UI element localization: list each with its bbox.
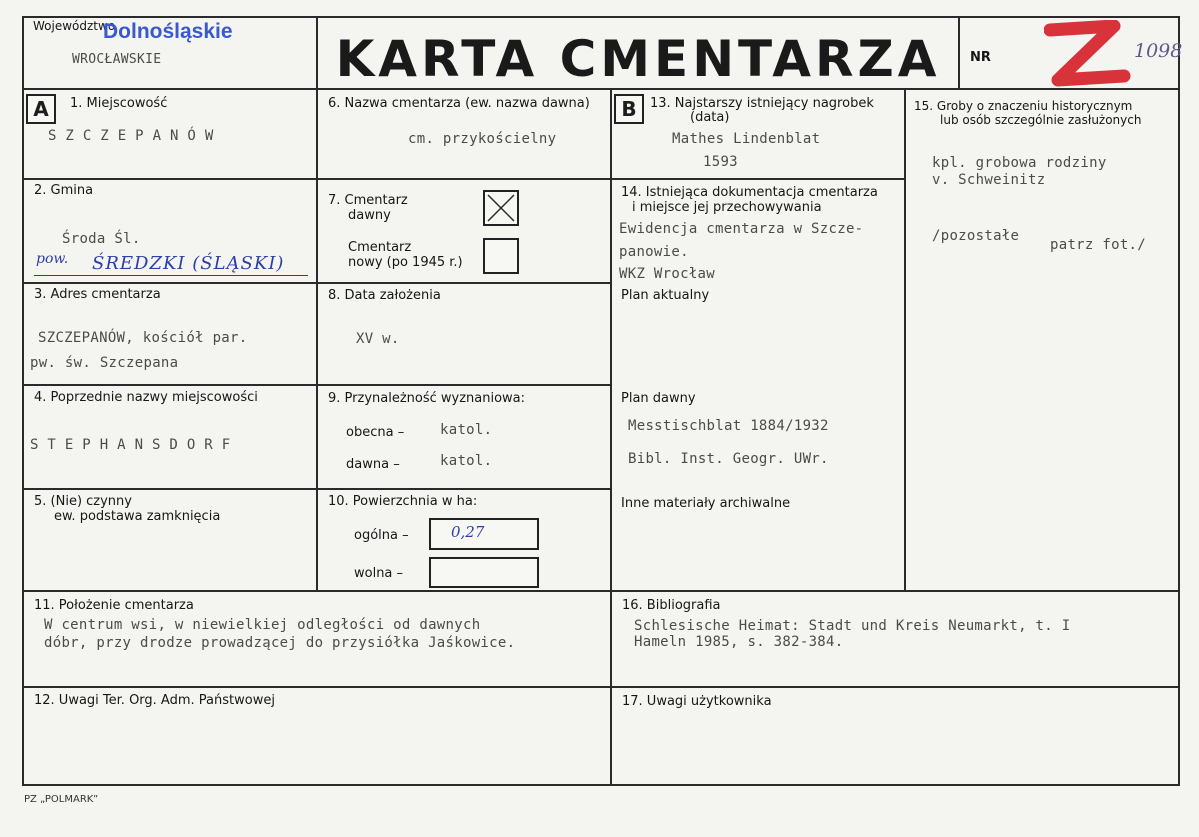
f14-former-plan-label: Plan dawny [621,391,696,406]
section-a-marker: A [26,94,56,124]
line-f2-f3 [22,282,318,284]
voivodeship-stamp: Dolnośląskie [103,20,233,43]
f2-handwritten-prefix: pow. [36,251,69,267]
f10-total-label: ogólna – [354,528,409,543]
f15-line1: kpl. grobowa rodziny [932,155,1107,171]
f9-current-value: katol. [440,422,493,438]
f15-line3b: patrz fot./ [1050,237,1147,253]
f13-value-line1: Mathes Lindenblat [672,131,821,147]
frame-row-11 [22,590,1180,592]
f10-total-value: 0,27 [451,523,485,541]
f10-label: 10. Powierzchnia w ha: [328,494,478,509]
f10-free-field[interactable] [429,557,539,588]
f7-old-check-mark [485,192,517,224]
f14-label-line1: 14. Istniejąca dokumentacja cmentarza [621,185,878,200]
f11-label: 11. Położenie cmentarza [34,598,194,613]
f6-label: 6. Nazwa cmentarza (ew. nazwa dawna) [328,96,590,111]
f13-label-line2: (data) [690,110,730,125]
frame-col-2 [610,88,612,786]
frame-nr-divider [958,16,960,88]
f7-old-checkbox[interactable] [483,190,519,226]
line-f1-f2 [22,178,318,180]
f8-value: XV w. [356,331,400,347]
f3-label: 3. Adres cmentarza [34,287,161,302]
f14-former-plan-line2: Bibl. Inst. Geogr. UWr. [628,451,829,467]
nr-number: 1098 [1134,40,1183,62]
f16-label: 16. Bibliografia [622,598,721,613]
f14-line3: WKZ Wrocław [619,266,716,282]
f2-handwritten-underline [34,275,308,276]
frame-bottom [22,784,1180,786]
f14-former-plan-line1: Messtischblat 1884/1932 [628,418,829,434]
f13-value-line2: 1593 [703,154,738,170]
printer-footer: PZ „POLMARK” [24,794,99,805]
line-f3-f4 [22,384,318,386]
f13-label-line1: 13. Najstarszy istniejący nagrobek [650,96,874,111]
f2-value: Środa Śl. [62,231,141,247]
frame-header-bottom [22,88,1180,90]
f7-old-label-line2: dawny [348,208,391,223]
voivodeship-typed: WROCŁAWSKIE [72,52,162,67]
f9-former-value: katol. [440,453,493,469]
line-f6-f7 [316,178,612,180]
line-f4-f5 [22,488,318,490]
frame-left [22,16,24,786]
f15-line2: v. Schweinitz [932,172,1046,188]
f2-handwritten-value: ŚREDZKI (ŚLĄSKI) [92,253,285,274]
f1-value: SZCZEPANÓW [48,128,223,144]
section-b-marker: B [614,94,644,124]
f1-label: 1. Miejscowość [70,96,168,111]
frame-col-3 [904,88,906,590]
line-f7-f8 [316,282,612,284]
f9-former-label: dawna – [346,457,400,472]
f10-free-label: wolna – [354,566,404,581]
f9-current-label: obecna – [346,425,405,440]
f14-label-line2: i miejsce jej przechowywania [632,200,822,215]
card-title: KARTA CMENTARZA [335,30,941,88]
f15-label-line1: 15. Groby o znaczeniu historycznym [914,99,1133,113]
f10-total-field[interactable] [429,518,539,550]
f5-label-line1: 5. (Nie) czynny [34,494,132,509]
f2-label: 2. Gmina [34,183,94,198]
f7-new-label-line2: nowy (po 1945 r.) [348,255,463,270]
f14-other-label: Inne materiały archiwalne [621,496,791,511]
nr-red-z-mark [1044,20,1134,90]
f14-line1: Ewidencja cmentarza w Szcze- [619,221,864,237]
f4-label: 4. Poprzednie nazwy miejscowości [34,390,258,405]
f5-label-line2: ew. podstawa zamknięcia [54,509,221,524]
f15-label-line2: lub osób szczególnie zasłużonych [940,113,1142,127]
frame-row-12 [22,686,1180,688]
f17-label: 17. Uwagi użytkownika [622,694,772,709]
f14-line2: panowie. [619,244,689,260]
frame-col-1 [316,16,318,590]
line-f8-f9 [316,384,612,386]
f14-current-plan-label: Plan aktualny [621,288,710,303]
line-f13-f14 [610,178,906,180]
f3-value-line1: SZCZEPANÓW, kościół par. [38,330,248,346]
f4-value: STEPHANSDORF [30,437,240,453]
f7-new-label-line1: Cmentarz [348,240,412,255]
f3-value-line2: pw. św. Szczepana [30,355,179,371]
f16-line1: Schlesische Heimat: Stadt und Kreis Neumarkt, t. I [634,618,1071,634]
f7-old-label-line1: 7. Cmentarz [328,193,408,208]
f12-label: 12. Uwagi Ter. Org. Adm. Państwowej [34,693,275,708]
line-f9-f10 [316,488,612,490]
nr-label: NR [970,50,991,65]
frame-right [1178,16,1180,786]
f11-line1: W centrum wsi, w niewielkiej odległości od dawnych [44,617,481,633]
f16-line2: Hameln 1985, s. 382-384. [634,634,844,650]
f6-value: cm. przykościelny [408,131,557,147]
frame-top [22,16,1180,18]
f8-label: 8. Data założenia [328,288,441,303]
f11-line2: dóbr, przy drodze prowadzącej do przysiółka Jaśkowice. [44,635,516,651]
f15-line3: /pozostałe [932,228,1020,244]
f7-new-checkbox[interactable] [483,238,519,274]
voivodeship-label: Województwo [33,19,116,33]
f9-label: 9. Przynależność wyznaniowa: [328,391,526,406]
